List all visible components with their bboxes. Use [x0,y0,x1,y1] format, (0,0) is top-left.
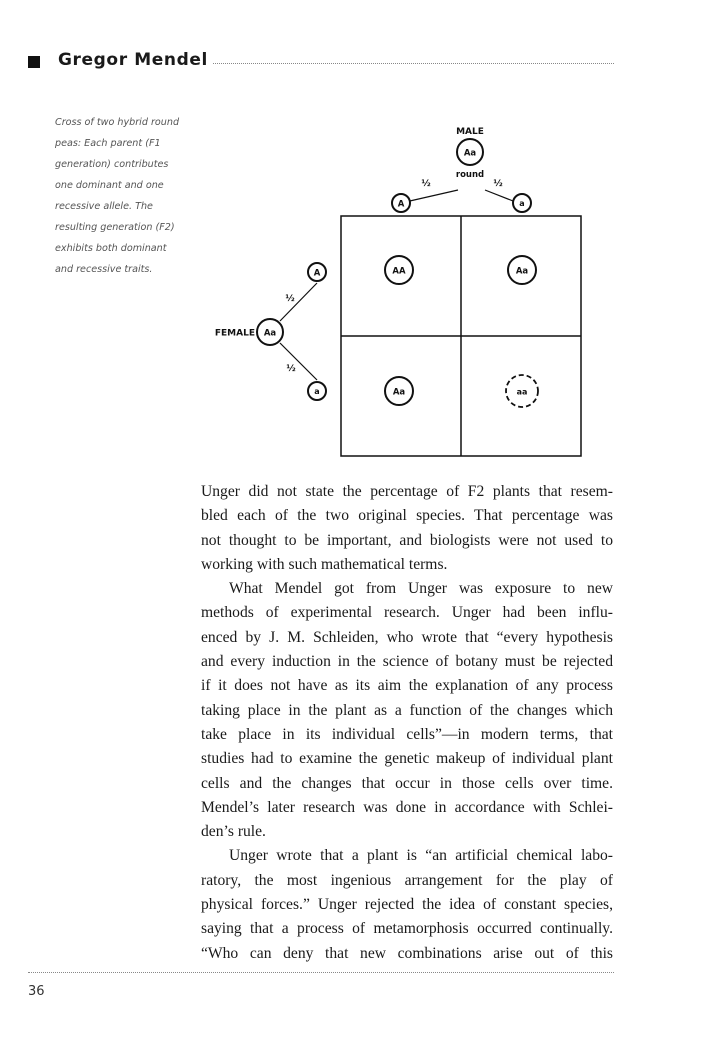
punnett-diagram [200,115,620,460]
male-branch-right-line [485,190,513,201]
male-right-fraction: ½ [493,179,503,189]
body-line: ratory, the most ingenious arrangement for the play of [201,871,613,889]
offspring-cell-bottom-right: aa [516,387,528,397]
body-line: Mendel’s later research was done in accordance with Schlei- [201,798,613,816]
body-line: working with such mathematical terms. [201,555,448,573]
caption-line: Cross of two hybrid round [55,117,180,128]
body-line: cells and the changes that occur in those cells over time. [201,774,613,792]
caption-line: and recessive traits. [55,264,153,275]
running-head-title: Gregor Mendel [58,50,212,70]
body-line: bled each of the two original species. That percentage was [201,507,613,525]
caption-line: peas: Each parent (F1 [55,138,161,149]
male-gamete-dominant: A [397,199,405,210]
body-line: enced by J. M. Schleiden, who wrote that “every hypothesis [201,628,613,646]
page-number: 36 [28,984,45,999]
footer-dotted-rule [28,972,614,973]
body-line: studies had to examine the genetic makeup of individual plant [201,750,613,768]
figure-caption [55,112,190,280]
body-line: not thought to be important, and biologists were not used to [201,531,613,549]
female-gamete-recessive: a [314,387,320,396]
running-head [28,50,614,74]
punnett-square-figure [200,115,620,460]
body-line: take place in its individual cells”—in modern terms, that [201,725,613,743]
caption-line: recessive allele. The [55,201,153,212]
caption-line: exhibits both dominant [55,243,167,254]
male-genotype: Aa [463,148,477,159]
offspring-cell-bottom-left: Aa [392,387,406,398]
female-branch-bottom-line [280,343,317,380]
caption-line: one dominant and one [55,180,164,191]
caption-line: resulting generation (F2) [55,222,175,233]
body-line: methods of experimental research. Unger had been influ- [201,604,613,622]
male-gamete-recessive: a [519,199,525,208]
body-line: taking place in the plant as a function of the changes which [201,701,613,719]
female-label: FEMALE [214,328,255,339]
body-line: den’s rule. [201,823,266,841]
offspring-cell-top-left: AA [392,266,406,277]
caption-line: generation) contributes [55,159,169,170]
body-text [201,480,613,966]
body-line: if it does not have as its aim the explanation of any process [201,677,613,695]
body-line: What Mendel got from Unger was exposure to new [229,580,613,598]
female-gamete-dominant: A [313,268,321,279]
body-line: Unger wrote that a plant is “an artificial chemical labo- [229,847,613,865]
body-line: Unger did not state the percentage of F2 plants that resem- [201,483,613,500]
body-line: “Who can deny that new combinations arise out of this [201,944,613,962]
round-label: round [455,170,485,180]
running-head-square-icon [28,56,40,68]
female-bottom-fraction: ½ [286,364,296,374]
female-top-fraction: ½ [285,294,295,304]
offspring-cell-top-right: Aa [515,266,529,277]
male-left-fraction: ½ [421,179,431,189]
body-line: saying that a process of metamorphosis occurred continually. [201,920,613,938]
female-genotype: Aa [263,328,277,339]
male-label: MALE [456,127,484,137]
body-line: and every induction in the science of botany must be rejected [201,653,613,671]
body-line: physical forces.” Unger rejected the idea of constant species, [201,896,613,914]
